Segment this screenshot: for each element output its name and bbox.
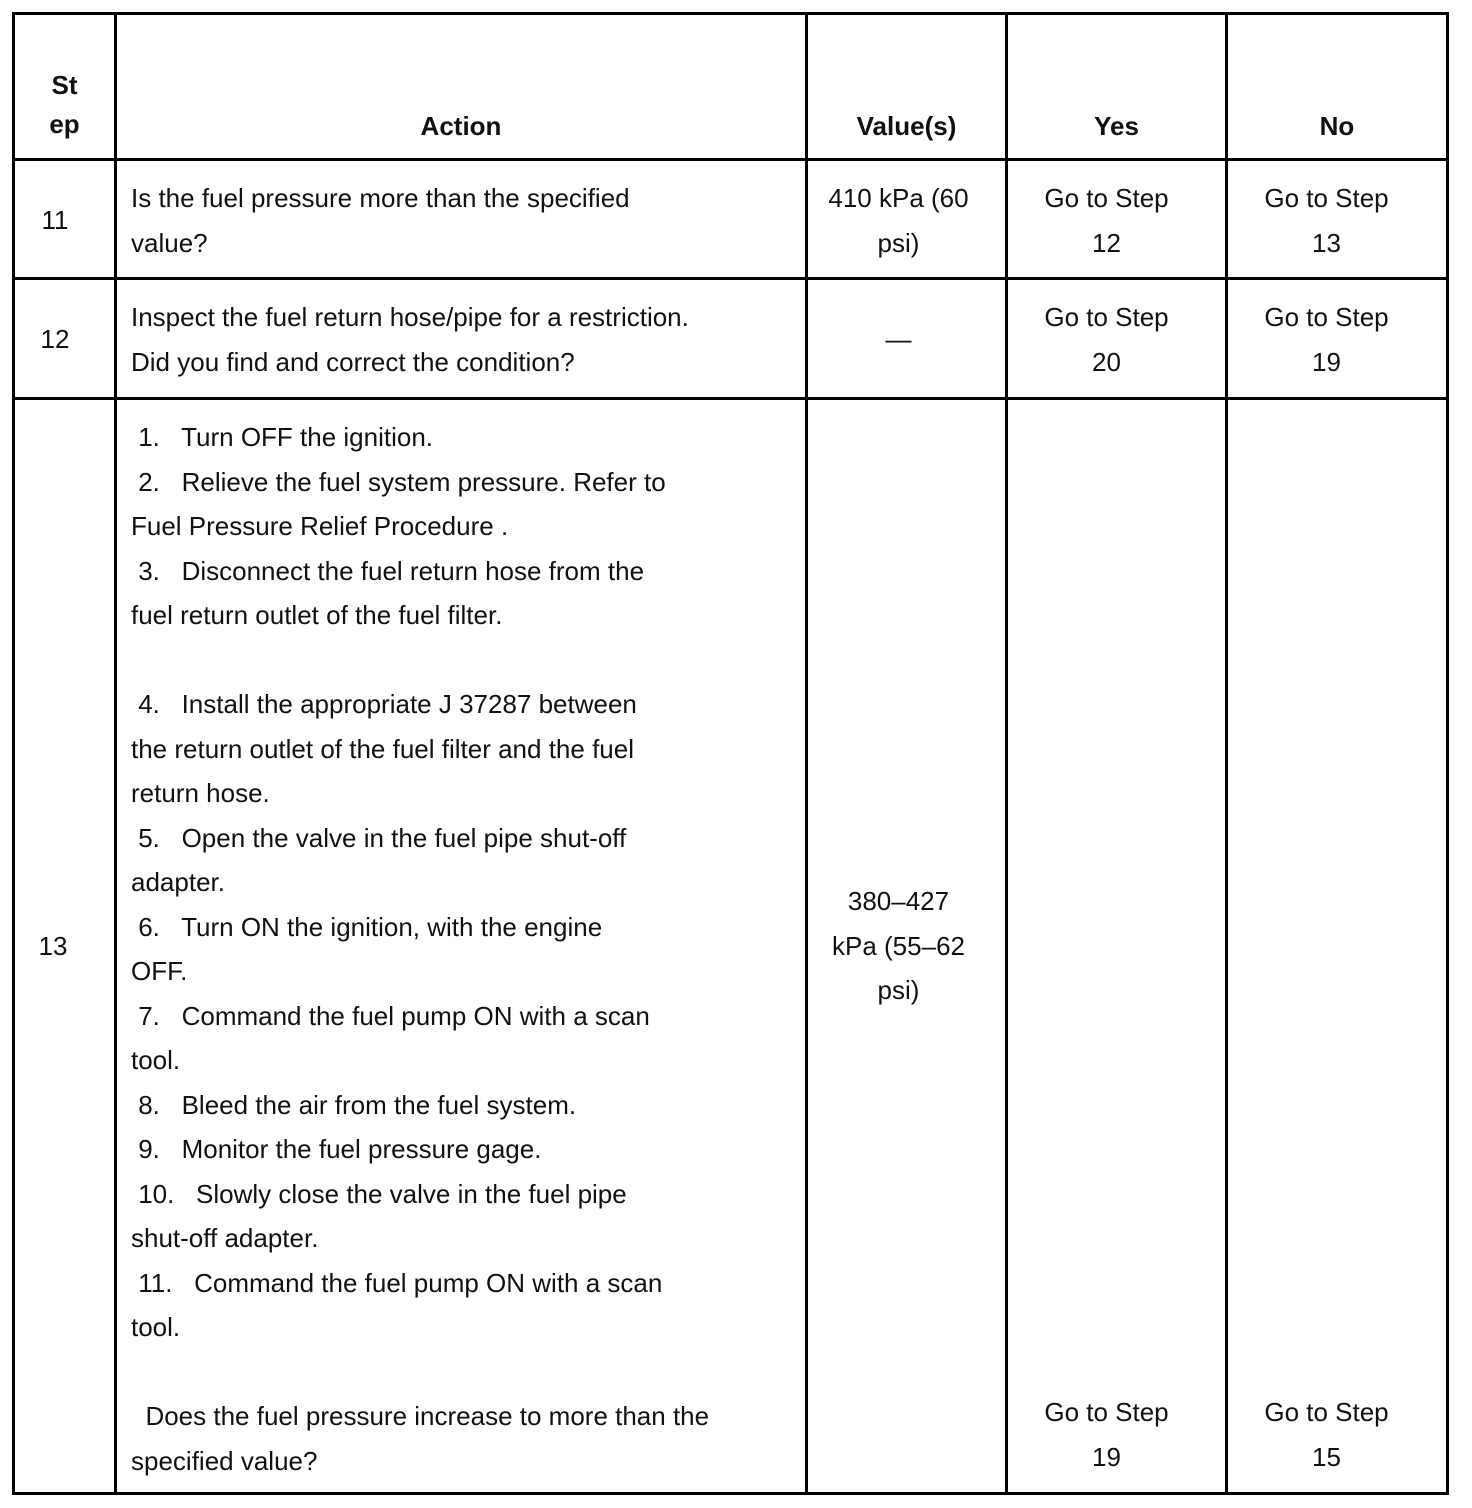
action-line: 8. Bleed the air from the fuel system. bbox=[131, 1089, 577, 1120]
action-line: the return outlet of the fuel filter and the fuel bbox=[131, 733, 634, 764]
action-line: OFF. bbox=[131, 956, 188, 986]
action-cell bbox=[131, 295, 801, 384]
no-line: Go to Step bbox=[1264, 1397, 1389, 1427]
action-line: 5. Open the valve in the fuel pipe shut-off bbox=[131, 822, 627, 853]
table-border-top bbox=[12, 12, 1449, 15]
yes-line: Go to Step bbox=[1044, 1397, 1169, 1427]
action-line: specified value? bbox=[131, 1445, 318, 1476]
yes-cell bbox=[1000, 1390, 1213, 1479]
value-cell: — bbox=[885, 324, 912, 354]
blank-spacer bbox=[131, 1350, 801, 1395]
action-line: 10. Slowly close the valve in the fuel pipe bbox=[131, 1178, 627, 1209]
value-cell bbox=[800, 176, 997, 265]
row-divider bbox=[12, 397, 1449, 400]
action-line: adapter. bbox=[131, 867, 225, 897]
value-line: psi) bbox=[877, 227, 920, 258]
header-action: Action bbox=[420, 111, 502, 141]
value-line: 410 kPa (60 bbox=[828, 183, 969, 213]
action-line: value? bbox=[131, 227, 208, 258]
action-cell bbox=[131, 176, 801, 265]
action-line: tool. bbox=[131, 1045, 181, 1075]
table-border-bottom bbox=[12, 1492, 1449, 1495]
header-step-line: St bbox=[51, 70, 78, 100]
header-step bbox=[15, 66, 114, 144]
no-line: Go to Step bbox=[1264, 183, 1389, 213]
yes-line: Go to Step bbox=[1044, 183, 1169, 213]
action-line: tool. bbox=[131, 1312, 181, 1342]
no-cell bbox=[1220, 1390, 1433, 1479]
header-yes: Yes bbox=[1094, 111, 1139, 141]
action-line: fuel return outlet of the fuel filter. bbox=[131, 600, 503, 630]
action-line: return hose. bbox=[131, 778, 270, 808]
action-line: Did you find and correct the condition? bbox=[131, 346, 575, 377]
no-line: 15 bbox=[1312, 1441, 1341, 1472]
action-line: 9. Monitor the fuel pressure gage. bbox=[131, 1134, 542, 1164]
action-line: Is the fuel pressure more than the specified bbox=[131, 183, 630, 213]
yes-line: 20 bbox=[1092, 346, 1121, 377]
yes-line: 19 bbox=[1092, 1441, 1121, 1472]
action-line: 11. Command the fuel pump ON with a scan bbox=[131, 1267, 663, 1298]
header-step-line: ep bbox=[49, 109, 80, 139]
step-number: 11 bbox=[41, 205, 69, 235]
table-border-right bbox=[1446, 12, 1449, 1495]
no-cell bbox=[1220, 176, 1433, 265]
action-line: shut-off adapter. bbox=[131, 1223, 319, 1253]
step-number: 12 bbox=[40, 324, 70, 354]
yes-cell bbox=[1000, 176, 1213, 265]
value-line: psi) bbox=[877, 975, 920, 1005]
action-line: 6. Turn ON the ignition, with the engine bbox=[131, 911, 603, 942]
blank-spacer bbox=[131, 638, 801, 683]
yes-cell bbox=[1000, 295, 1213, 384]
step-number: 13 bbox=[38, 931, 68, 961]
header-no: No bbox=[1319, 111, 1355, 141]
value-line: kPa (55–62 bbox=[832, 930, 965, 961]
no-line: 19 bbox=[1312, 346, 1341, 377]
action-cell bbox=[131, 415, 801, 1483]
value-cell bbox=[800, 879, 997, 1013]
header-values: Value(s) bbox=[856, 111, 957, 141]
action-line: 4. Install the appropriate J 37287 between bbox=[131, 689, 637, 719]
yes-line: 12 bbox=[1092, 227, 1121, 258]
yes-line: Go to Step bbox=[1044, 302, 1169, 332]
action-line: Fuel Pressure Relief Procedure . bbox=[131, 511, 509, 541]
action-line: 2. Relieve the fuel system pressure. Refer to bbox=[131, 466, 666, 497]
no-line: 13 bbox=[1312, 227, 1341, 258]
action-line: 1. Turn OFF the ignition. bbox=[131, 422, 434, 452]
column-divider bbox=[114, 12, 117, 1495]
no-cell bbox=[1220, 295, 1433, 384]
value-line: 380–427 bbox=[847, 886, 950, 916]
action-line: Does the fuel pressure increase to more than the bbox=[131, 1401, 710, 1431]
header-divider bbox=[12, 158, 1449, 161]
no-line: Go to Step bbox=[1264, 302, 1389, 332]
action-line: 7. Command the fuel pump ON with a scan bbox=[131, 1000, 650, 1031]
action-line: Inspect the fuel return hose/pipe for a restriction. bbox=[131, 302, 689, 332]
row-divider bbox=[12, 277, 1449, 280]
action-line: 3. Disconnect the fuel return hose from the bbox=[131, 555, 645, 586]
